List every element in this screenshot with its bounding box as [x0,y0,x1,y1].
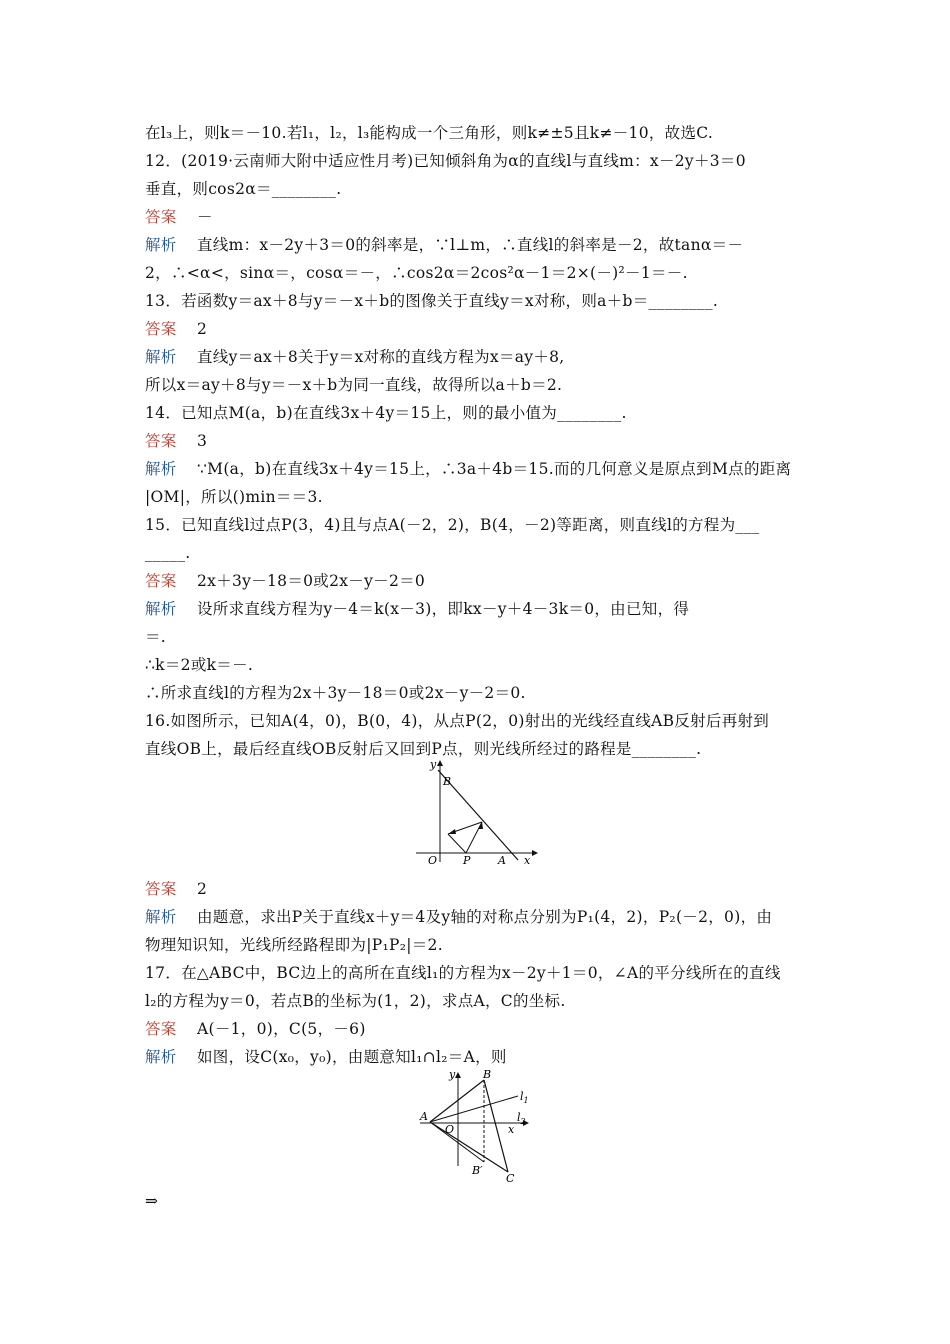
point-a-label: A [420,1110,428,1123]
answer-line: 答案 2 [145,320,208,338]
point-b-label: B [443,775,452,788]
question-17: 17．在△ABC中，BC边上的高所在直线l₁的方程为x－2y＋1＝0，∠A的平分线所在的直线 [145,964,781,982]
solution-line: 解析 设所求直线方程为y－4＝k(x－3)，即kx－y＋4－3k＝0，由已知，得 [145,600,690,618]
text-line: ⇒ [145,1192,159,1210]
text-line: _____. [145,544,191,562]
figure-reflection [410,758,540,868]
axis-y-label: y [449,1068,456,1081]
axis-y-label: y [430,758,437,771]
text-line: 在l₃上，则k＝－10.若l₁，l₂，l₃能构成一个三角形，则k≠±5且k≠－10，故选C. [145,124,714,142]
point-p-label: P [463,854,471,867]
point-b-label: B [483,1068,492,1081]
question-16: 16.如图所示，已知A(4，0)，B(0，4)，从点P(2，0)射出的光线经直线AB反射后再射到 [145,712,770,730]
line-l2-label: $l_2$ [517,1111,526,1126]
text-line: 所以x＝ay＋8与y＝－x＋b为同一直线，故得所以a＋b＝2. [145,376,563,394]
answer-line: 答案 － [145,208,213,226]
question-13: 13．若函数y＝ax＋8与y＝－x＋b的图像关于直线y＝x对称，则a＋b＝________. [145,292,719,310]
answer-line: 答案 2x＋3y－18＝0或2x－y－2＝0 [145,572,426,590]
text-line: ∴k＝2或k＝－. [145,656,254,674]
solution-line: 解析 由题意，求出P关于直线x＋y＝4及y轴的对称点分别为P₁(4，2)，P₂(－2，0)，由 [145,908,773,926]
question-15: 15．已知直线l过点P(3，4)且与点A(－2，2)，B(4，－2)等距离，则直线l的方程为___ [145,516,760,534]
solution-line: 解析 直线m：x－2y＋3＝0的斜率是，∵l⊥m，∴直线l的斜率是－2，故tanα＝－ [145,236,744,254]
text-line: ＝. [145,628,167,646]
axis-x-label: x [508,1123,515,1136]
answer-line: 答案 2 [145,880,208,898]
point-b-prime-label: B′ [472,1164,483,1177]
answer-line: 答案 3 [145,432,208,450]
text-line: ∴所求直线l的方程为2x＋3y－18＝0或2x－y－2＝0. [145,684,526,702]
text-line: 12．(2019·云南师大附中适应性月考)已知倾斜角为α的直线l与直线m：x－2y＋3＝0 [145,152,746,170]
axis-x-label: x [524,854,531,867]
point-c-label: C [506,1172,515,1185]
answer-line: 答案 A(－1，0)，C(5，－6) [145,1020,366,1038]
question-14: 14．已知点M(a，b)在直线3x＋4y＝15上，则的最小值为________. [145,404,627,422]
text-line: 2，∴<α<，sinα＝，cosα＝－，∴cos2α＝2cos²α－1＝2×(－)²－1＝－. [145,264,688,282]
origin-label: O [445,1123,455,1136]
text-line: 直线OB上，最后经直线OB反射后又回到P点，则光线所经过的路程是________. [145,740,702,758]
text-line: |OM|，所以()min＝＝3. [145,488,323,506]
point-a-label: A [498,854,506,867]
line-l1-label: $l_1$ [520,1090,529,1105]
solution-line: 解析 直线y＝ax＋8关于y＝x对称的直线方程为x＝ay＋8, [145,348,565,366]
figure-triangle [418,1066,538,1186]
solution-line: 解析 如图，设C(x₀，y₀)，由题意知l₁∩l₂＝A，则 [145,1048,507,1066]
text-line: 物理知识知，光线所经路程即为|P₁P₂|＝2. [145,936,443,954]
text-line: l₂的方程为y＝0，若点B的坐标为(1，2)，求点A，C的坐标. [145,992,566,1010]
origin-label: O [428,854,438,867]
solution-line: 解析 ∵M(a，b)在直线3x＋4y＝15上，∴3a＋4b＝15.而的几何意义是原点到M点的距离 [145,460,792,478]
text-line: 垂直，则cos2α＝________. [145,180,342,198]
